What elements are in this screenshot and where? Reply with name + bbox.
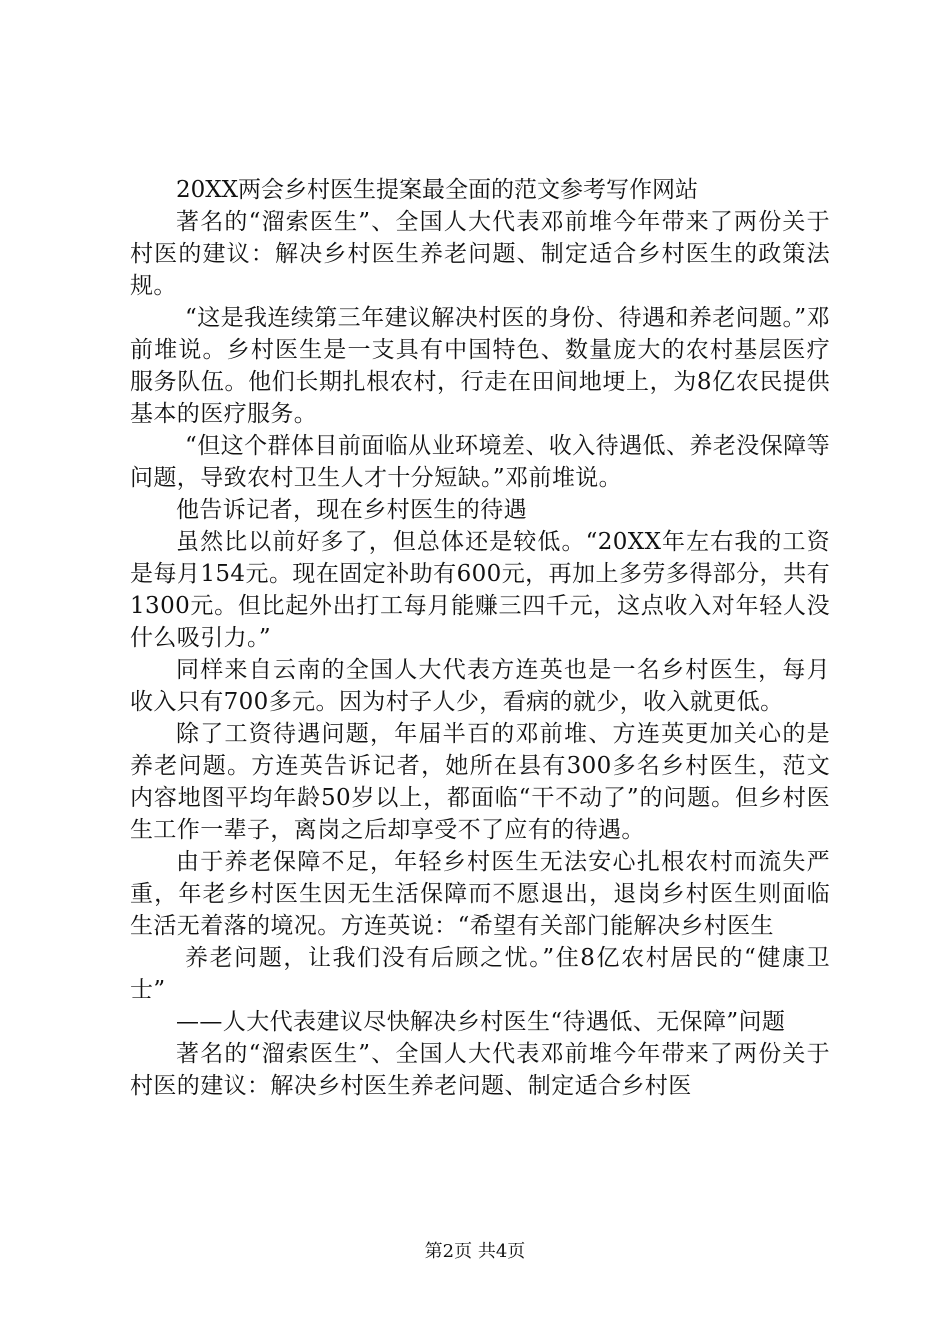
- paragraph: ——人大代表建议尽快解决乡村医生“待遇低、无保障”问题: [176, 1009, 786, 1035]
- paragraph: 由于养老保障不足，年轻乡村医生无法安心扎根农村而流失严重，年老乡村医生因无生活保障而不愿退出，退岗乡村医生则面临生活无着落的境况。方连英说：“希望有关部门能解决乡村医生: [130, 849, 830, 939]
- page-number-footer: 第2页 共4页: [424, 1241, 526, 1262]
- paragraph: “这是我连续第三年建议解决村医的身份、待遇和养老问题。”邓前堆说。乡村医生是一支具有中国特色、数量庞大的农村基层医疗服务队伍。他们长期扎根农村，行走在田间地埂上，为8亿农民提供基本的医疗服务。: [130, 305, 830, 427]
- paragraph: 除了工资待遇问题，年届半百的邓前堆、方连英更加关心的是养老问题。方连英告诉记者，她所在县有300多名乡村医生，范文内容地图平均年龄50岁以上，都面临“干不动了”的问题。但乡村医生工作一辈子，离岗之后却享受不了应有的待遇。: [130, 721, 830, 843]
- paragraph: 他告诉记者，现在乡村医生的待遇: [176, 497, 527, 523]
- paragraph: 同样来自云南的全国人大代表方连英也是一名乡村医生，每月收入只有700多元。因为村子人少，看病的就少，收入就更低。: [130, 657, 830, 715]
- paragraph: 虽然比以前好多了，但总体还是较低。“20XX年左右我的工资是每月154元。现在固定补助有600元，再加上多劳多得部分，共有1300元。但比起外出打工每月能赚三四千元，这点收入对年轻人没什么吸引力。”: [130, 529, 830, 651]
- paragraph: “但这个群体目前面临从业环境差、收入待遇低、养老没保障等问题，导致农村卫生人才十分短缺。”邓前堆说。: [130, 433, 830, 491]
- paragraph: 著名的“溜索医生”、全国人大代表邓前堆今年带来了两份关于村医的建议：解决乡村医生养老问题、制定适合乡村医生的政策法规。: [130, 209, 830, 299]
- document-body: [130, 174, 830, 1102]
- document-title: 20XX两会乡村医生提案最全面的范文参考写作网站: [176, 177, 699, 203]
- paragraph: 养老问题，让我们没有后顾之忧。”住8亿农村居民的“健康卫士”: [130, 945, 830, 1003]
- paragraph: 著名的“溜索医生”、全国人大代表邓前堆今年带来了两份关于村医的建议：解决乡村医生养老问题、制定适合乡村医: [130, 1041, 830, 1099]
